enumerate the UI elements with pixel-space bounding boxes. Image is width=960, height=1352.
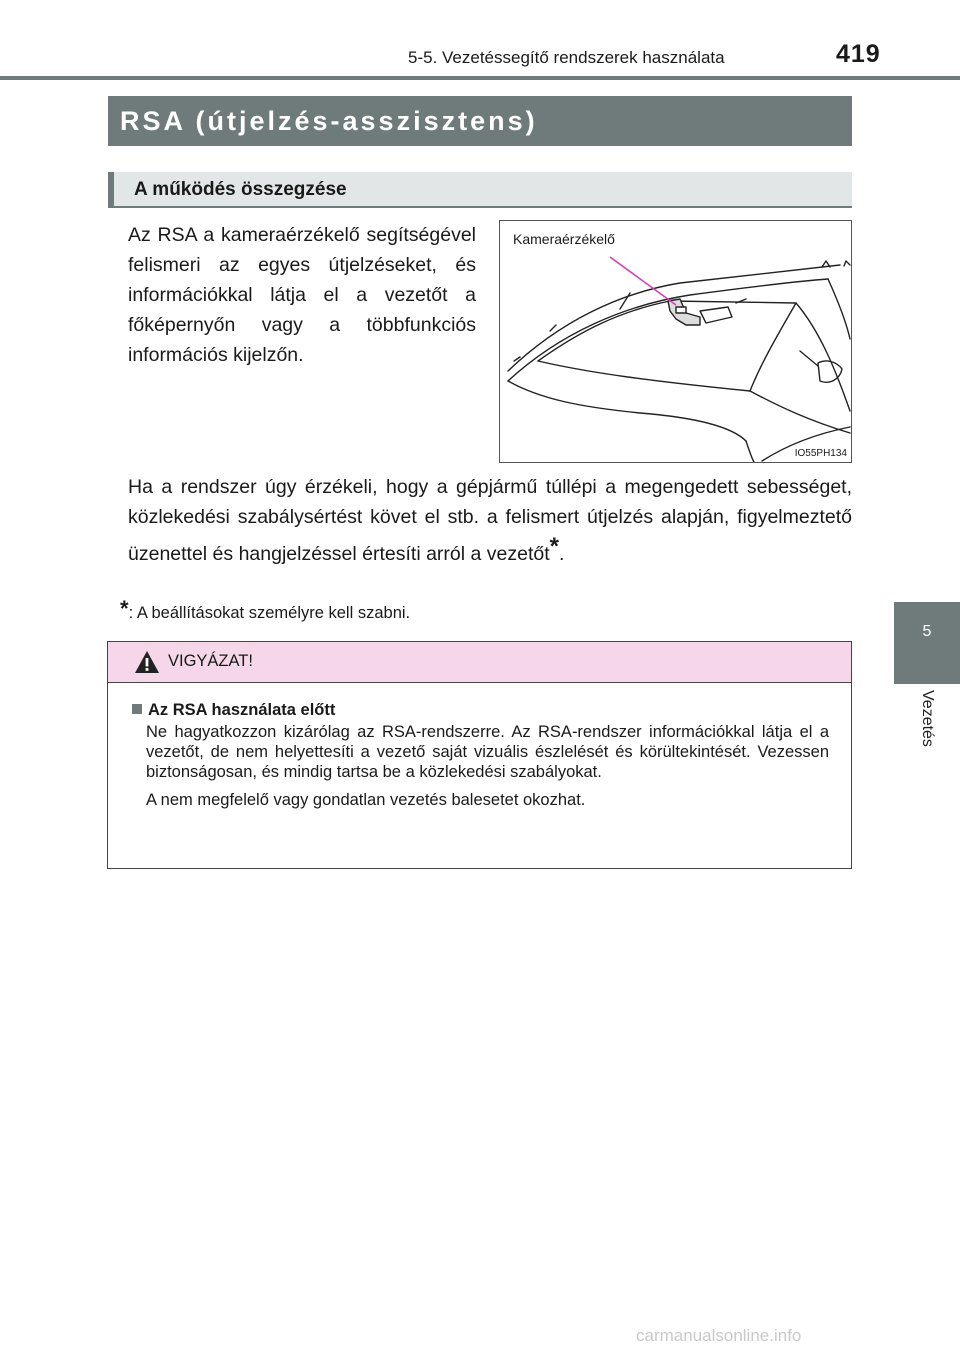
section-title: 5-5. Vezetéssegítő rendszerek használata (408, 48, 725, 67)
intro-paragraph: Az RSA a kameraérzékelő segítségével felismeri az egyes útjelzéseket, és információkkal látja el a vezetőt a főképernyőn vagy a többfunkciós információs kijelzőn. (128, 224, 476, 366)
warning-title: VIGYÁZAT! (168, 652, 253, 670)
square-bullet-icon (132, 704, 142, 714)
warning-triangle-icon (134, 650, 160, 674)
windshield-camera-figure (499, 220, 852, 463)
footnote (120, 596, 410, 623)
warning-item-title (132, 700, 829, 720)
footnote-star: * (120, 596, 129, 621)
footnote-text: : A beállításokat személyre kell szabni. (128, 604, 411, 622)
warning-item-title-text: Az RSA használata előtt (148, 701, 336, 719)
warning-paragraph-1: Ne hagyatkozzon kizárólag az RSA-rendszerre. Az RSA-rendszer információkkal látja el a vezetőt, de nem helyettesíti a vezető saját vizuális észlelését és körültekintését. Vezessen biztonságosan, és mindig tartsa be a közlekedési szabályokat. (146, 723, 829, 781)
body-text: Ha a rendszer úgy érzékeli, hogy a gépjármű túllépi a megengedett sebességet, közlekedési szabálysértést követ el stb. a felismert útjelzés alapján, figyelmeztető üzenettel és hangjelzéssel értesíti arról a vezetőt (128, 476, 852, 565)
chapter-tab (894, 602, 960, 684)
windshield-illustration (500, 221, 851, 462)
page-number: 419 (836, 40, 881, 68)
chapter-label: Vezetés (919, 690, 936, 747)
camera-sensor-label: Kameraérzékelő (513, 231, 615, 247)
subheading: A működés összegzése (108, 172, 852, 208)
body-end: . (559, 543, 565, 565)
warning-body (108, 700, 851, 810)
header-rule (0, 76, 960, 80)
footnote-marker: * (549, 533, 559, 560)
camera-pointer-line (610, 257, 676, 305)
chapter-number: 5 (922, 623, 932, 640)
warning-header (108, 642, 851, 683)
figure-code: IO55PH134 (794, 448, 847, 459)
warning-paragraph-2: A nem megfelelő vagy gondatlan vezetés balesetet okozhat. (146, 791, 586, 809)
main-heading: RSA (útjelzés-asszisztens) (108, 96, 852, 146)
body-paragraph (128, 472, 852, 569)
footer-watermark: carmanualsonline.info (636, 1326, 802, 1345)
warning-box (107, 641, 852, 869)
